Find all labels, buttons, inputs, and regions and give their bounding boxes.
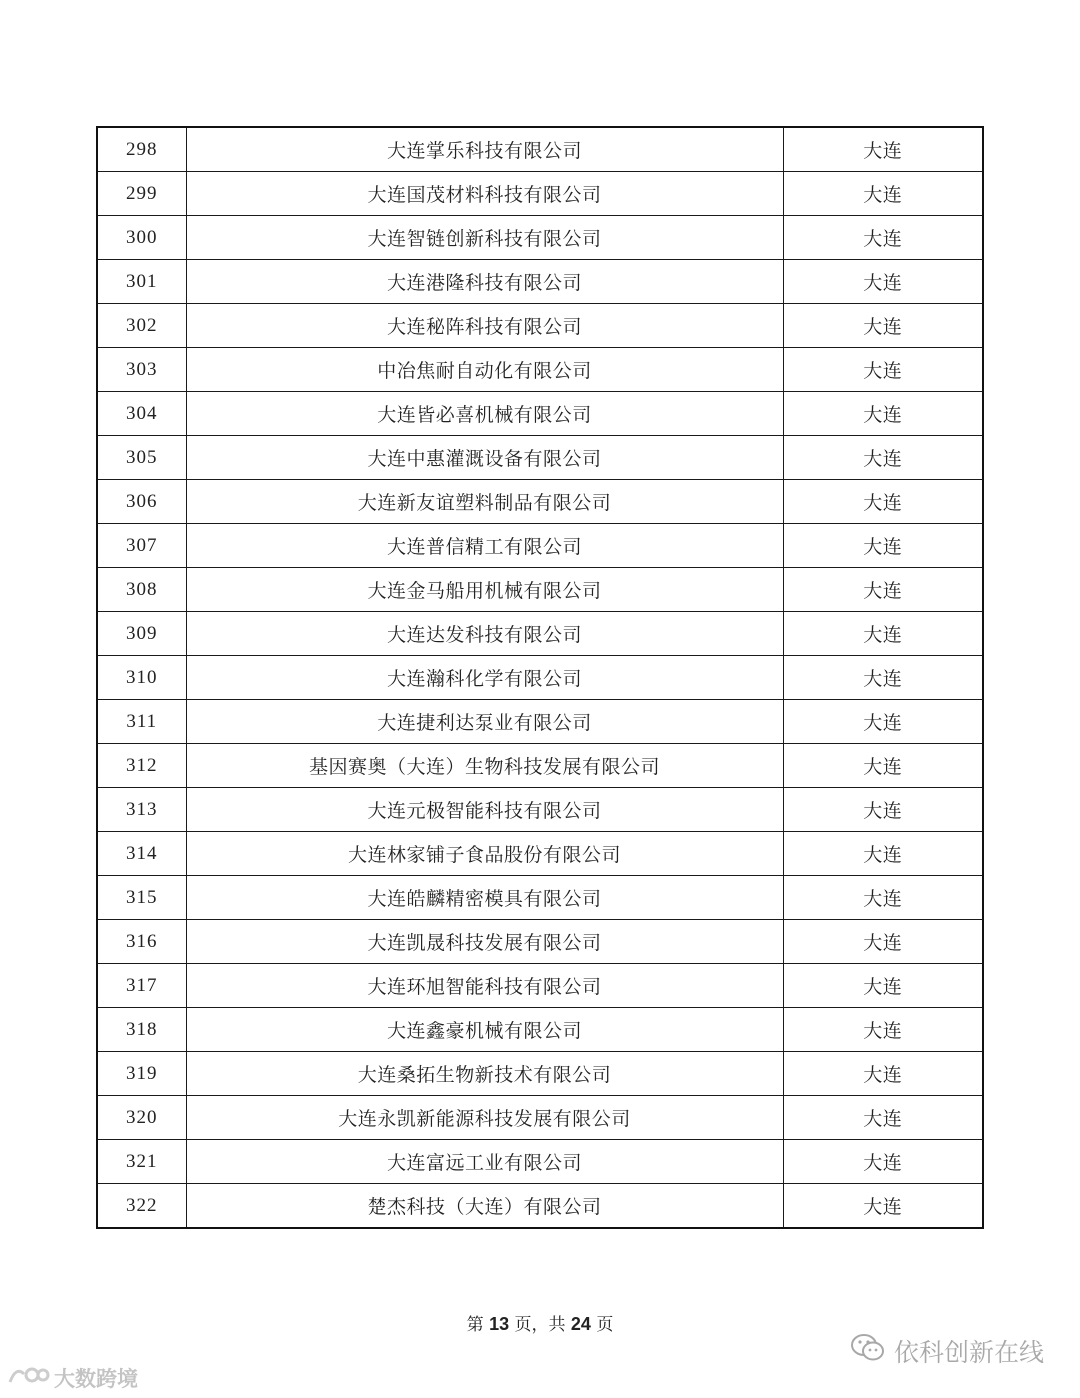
city-cell: 大连 bbox=[783, 480, 983, 524]
city-cell: 大连 bbox=[783, 304, 983, 348]
company-name-cell: 大连瀚科化学有限公司 bbox=[186, 656, 783, 700]
company-name-cell: 中冶焦耐自动化有限公司 bbox=[186, 348, 783, 392]
city-cell: 大连 bbox=[783, 127, 983, 172]
company-table-container bbox=[96, 126, 982, 1229]
company-name-cell: 大连秘阵科技有限公司 bbox=[186, 304, 783, 348]
company-name-cell: 大连凯晟科技发展有限公司 bbox=[186, 920, 783, 964]
table-row bbox=[97, 876, 983, 920]
company-name-cell: 大连智链创新科技有限公司 bbox=[186, 216, 783, 260]
table-row bbox=[97, 392, 983, 436]
city-cell: 大连 bbox=[783, 612, 983, 656]
company-name-cell: 大连皆必喜机械有限公司 bbox=[186, 392, 783, 436]
city-cell: 大连 bbox=[783, 1140, 983, 1184]
row-number-cell: 317 bbox=[97, 964, 186, 1008]
company-name-cell: 大连鑫豪机械有限公司 bbox=[186, 1008, 783, 1052]
company-name-cell: 大连国茂材料科技有限公司 bbox=[186, 172, 783, 216]
footer-total-pages: 24 bbox=[570, 1314, 591, 1334]
table-row bbox=[97, 700, 983, 744]
city-cell: 大连 bbox=[783, 1184, 983, 1229]
table-row bbox=[97, 216, 983, 260]
city-cell: 大连 bbox=[783, 744, 983, 788]
row-number-cell: 312 bbox=[97, 744, 186, 788]
row-number-cell: 316 bbox=[97, 920, 186, 964]
company-table bbox=[96, 126, 984, 1229]
company-name-cell: 大连掌乐科技有限公司 bbox=[186, 127, 783, 172]
company-name-cell: 大连捷利达泵业有限公司 bbox=[186, 700, 783, 744]
table-row bbox=[97, 612, 983, 656]
table-row bbox=[97, 1184, 983, 1229]
company-name-cell: 大连金马船用机械有限公司 bbox=[186, 568, 783, 612]
row-number-cell: 301 bbox=[97, 260, 186, 304]
city-cell: 大连 bbox=[783, 1052, 983, 1096]
company-name-cell: 大连元极智能科技有限公司 bbox=[186, 788, 783, 832]
city-cell: 大连 bbox=[783, 216, 983, 260]
watermark-left-text: 大数跨境 bbox=[54, 1366, 138, 1391]
row-number-cell: 319 bbox=[97, 1052, 186, 1096]
city-cell: 大连 bbox=[783, 348, 983, 392]
company-name-cell: 基因赛奥（大连）生物科技发展有限公司 bbox=[186, 744, 783, 788]
table-row bbox=[97, 172, 983, 216]
row-number-cell: 320 bbox=[97, 1096, 186, 1140]
company-name-cell: 大连新友谊塑料制品有限公司 bbox=[186, 480, 783, 524]
company-name-cell: 大连达发科技有限公司 bbox=[186, 612, 783, 656]
company-name-cell: 大连中惠灌溉设备有限公司 bbox=[186, 436, 783, 480]
row-number-cell: 303 bbox=[97, 348, 186, 392]
row-number-cell: 300 bbox=[97, 216, 186, 260]
city-cell: 大连 bbox=[783, 920, 983, 964]
table-row bbox=[97, 260, 983, 304]
city-cell: 大连 bbox=[783, 172, 983, 216]
row-number-cell: 304 bbox=[97, 392, 186, 436]
table-row bbox=[97, 1096, 983, 1140]
company-name-cell: 大连林家铺子食品股份有限公司 bbox=[186, 832, 783, 876]
row-number-cell: 305 bbox=[97, 436, 186, 480]
row-number-cell: 310 bbox=[97, 656, 186, 700]
row-number-cell: 309 bbox=[97, 612, 186, 656]
row-number-cell: 322 bbox=[97, 1184, 186, 1229]
company-name-cell: 大连皓麟精密模具有限公司 bbox=[186, 876, 783, 920]
city-cell: 大连 bbox=[783, 436, 983, 480]
company-name-cell: 大连普信精工有限公司 bbox=[186, 524, 783, 568]
company-name-cell: 大连港隆科技有限公司 bbox=[186, 260, 783, 304]
table-row bbox=[97, 744, 983, 788]
company-name-cell: 大连环旭智能科技有限公司 bbox=[186, 964, 783, 1008]
city-cell: 大连 bbox=[783, 1096, 983, 1140]
row-number-cell: 313 bbox=[97, 788, 186, 832]
city-cell: 大连 bbox=[783, 964, 983, 1008]
table-row bbox=[97, 1008, 983, 1052]
city-cell: 大连 bbox=[783, 832, 983, 876]
row-number-cell: 314 bbox=[97, 832, 186, 876]
table-row bbox=[97, 480, 983, 524]
footer-prefix: 第 bbox=[466, 1315, 490, 1335]
city-cell: 大连 bbox=[783, 1008, 983, 1052]
table-row bbox=[97, 436, 983, 480]
table-row bbox=[97, 524, 983, 568]
table-row bbox=[97, 788, 983, 832]
row-number-cell: 298 bbox=[97, 127, 186, 172]
city-cell: 大连 bbox=[783, 876, 983, 920]
city-cell: 大连 bbox=[783, 260, 983, 304]
table-row bbox=[97, 348, 983, 392]
city-cell: 大连 bbox=[783, 568, 983, 612]
row-number-cell: 306 bbox=[97, 480, 186, 524]
company-name-cell: 大连永凯新能源科技发展有限公司 bbox=[186, 1096, 783, 1140]
wechat-icon bbox=[850, 1333, 886, 1369]
city-cell: 大连 bbox=[783, 392, 983, 436]
city-cell: 大连 bbox=[783, 788, 983, 832]
watermark-right-text: 依科创新在线 bbox=[893, 1338, 1044, 1367]
row-number-cell: 318 bbox=[97, 1008, 186, 1052]
watermark-left bbox=[6, 1362, 138, 1393]
table-row bbox=[97, 964, 983, 1008]
footer-page-number: 13 bbox=[489, 1314, 510, 1334]
company-name-cell: 楚杰科技（大连）有限公司 bbox=[186, 1184, 783, 1229]
row-number-cell: 302 bbox=[97, 304, 186, 348]
company-table-body bbox=[97, 127, 983, 1228]
page-footer bbox=[0, 1310, 1080, 1335]
table-row bbox=[97, 1052, 983, 1096]
company-name-cell: 大连桑拓生物新技术有限公司 bbox=[186, 1052, 783, 1096]
table-row bbox=[97, 304, 983, 348]
table-row bbox=[97, 832, 983, 876]
row-number-cell: 307 bbox=[97, 524, 186, 568]
row-number-cell: 308 bbox=[97, 568, 186, 612]
table-row bbox=[97, 656, 983, 700]
row-number-cell: 321 bbox=[97, 1140, 186, 1184]
company-name-cell: 大连富远工业有限公司 bbox=[186, 1140, 783, 1184]
table-row bbox=[97, 920, 983, 964]
city-cell: 大连 bbox=[783, 700, 983, 744]
row-number-cell: 299 bbox=[97, 172, 186, 216]
watermark-right bbox=[850, 1333, 1044, 1369]
row-number-cell: 311 bbox=[97, 700, 186, 744]
brand-logo-icon bbox=[6, 1362, 50, 1393]
footer-suffix: 页 bbox=[590, 1315, 614, 1335]
table-row bbox=[97, 1140, 983, 1184]
table-row bbox=[97, 127, 983, 172]
city-cell: 大连 bbox=[783, 524, 983, 568]
city-cell: 大连 bbox=[783, 656, 983, 700]
row-number-cell: 315 bbox=[97, 876, 186, 920]
table-row bbox=[97, 568, 983, 612]
footer-middle: 页，共 bbox=[509, 1315, 571, 1335]
